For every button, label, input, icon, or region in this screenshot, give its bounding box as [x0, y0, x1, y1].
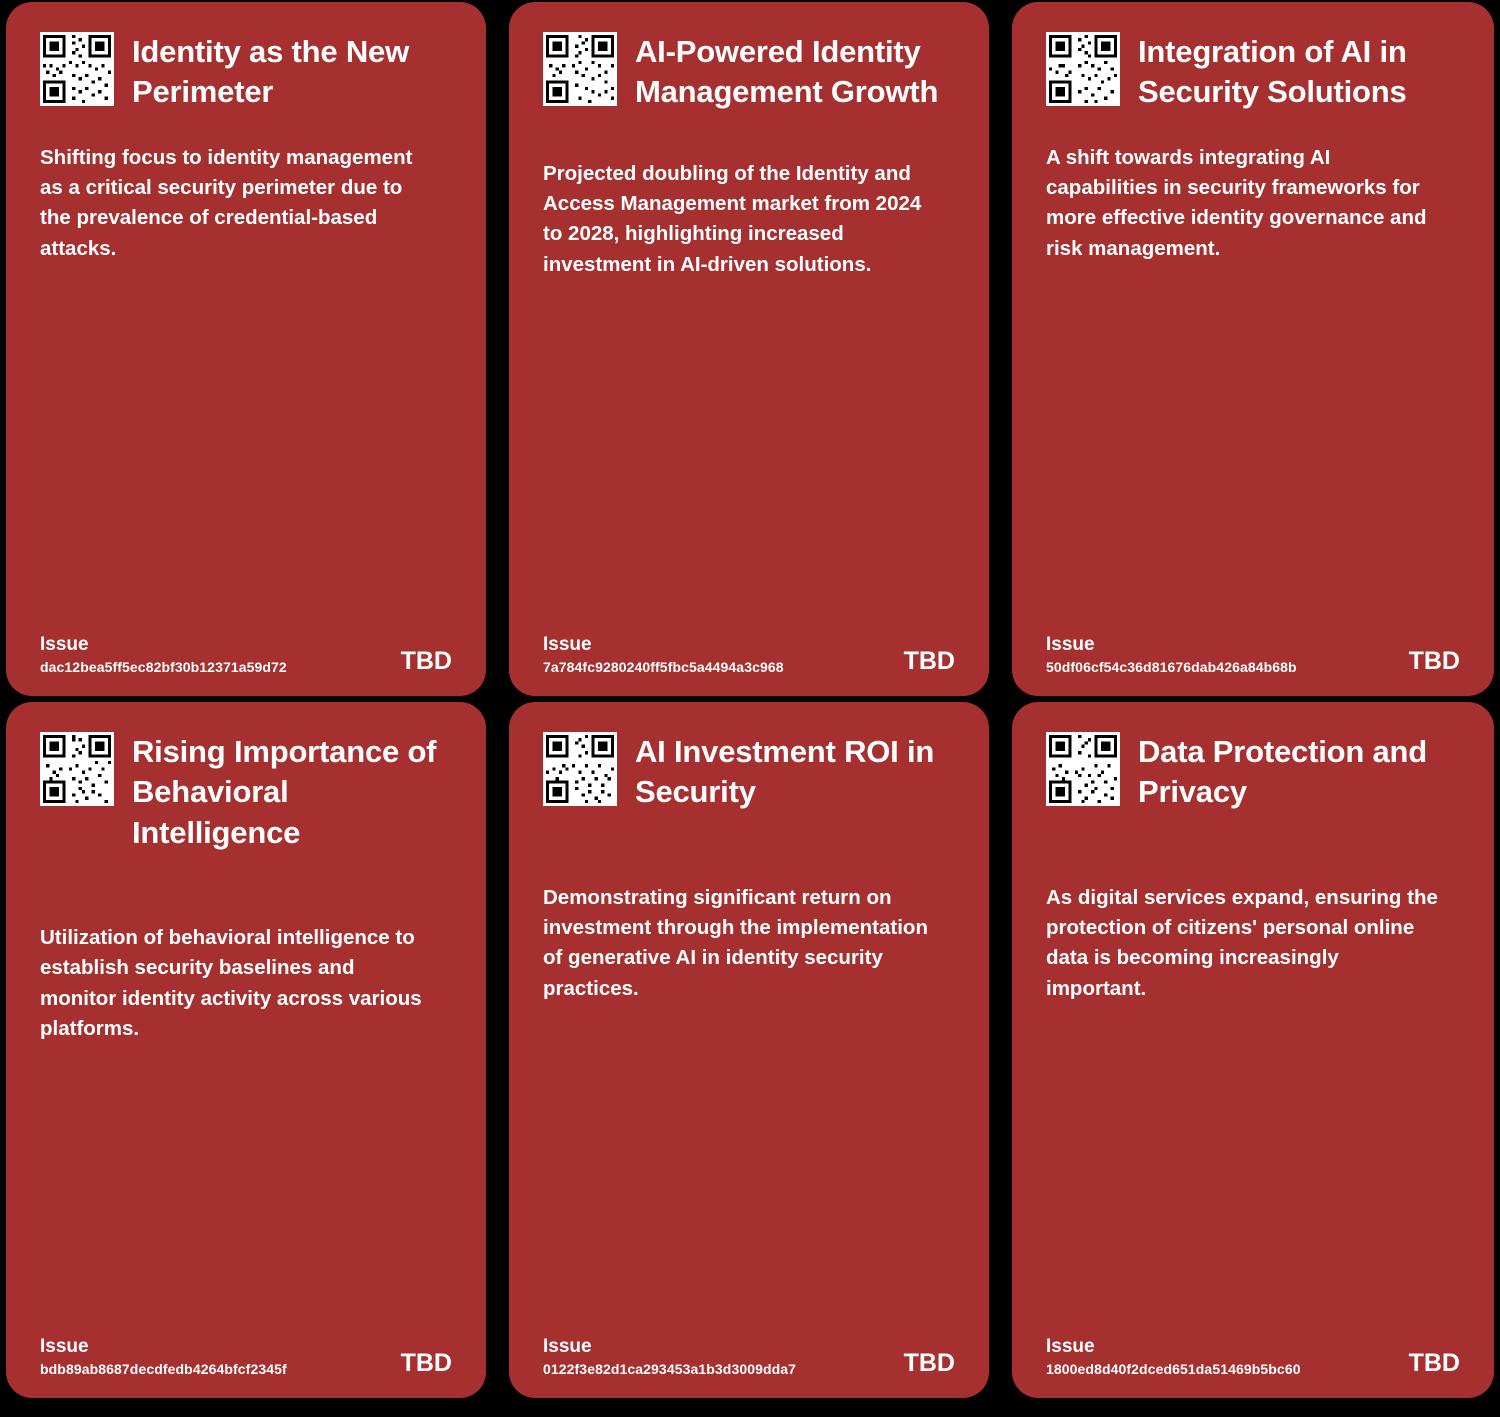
card-description: A shift towards integrating AI capabilities in security frameworks for more effective identity governance and risk management. — [1046, 145, 1427, 260]
card-title: Integration of AI in Security Solutions — [1138, 34, 1407, 110]
card-description: Demonstrating significant return on investment through the implementation of generative AI in identity security practices. — [543, 885, 928, 1000]
card-title: Data Protection and Privacy — [1138, 734, 1428, 810]
card-ai-powered-identity-management-growth[interactable] — [509, 2, 989, 696]
issue-id: 7a784fc9280240ff5fbc5a4494a3c968 — [543, 659, 784, 675]
card-header — [543, 32, 955, 113]
card-header — [40, 32, 452, 113]
card-footer — [543, 635, 955, 674]
issue-id: 50df06cf54c36d81676dab426a84b68b — [1046, 659, 1297, 675]
issue-id: 1800ed8d40f2dced651da51469b5bc60 — [1046, 1361, 1301, 1377]
card-footer — [1046, 1337, 1460, 1376]
issue-label: Issue — [40, 634, 89, 655]
issue-label: Issue — [543, 634, 592, 655]
card-footer — [40, 635, 452, 674]
status-badge: TBD — [1408, 647, 1460, 675]
card-title: Identity as the New Perimeter — [132, 34, 409, 110]
card-description: As digital services expand, ensuring the protection of citizens' personal online data is becoming increasingly important. — [1046, 885, 1438, 1000]
issue-id: bdb89ab8687decdfedb4264bfcf2345f — [40, 1361, 287, 1377]
qr-code-icon[interactable] — [543, 32, 617, 106]
qr-code-icon[interactable] — [543, 732, 617, 806]
issue-label: Issue — [1046, 1336, 1095, 1357]
card-description: Projected doubling of the Identity and Access Management market from 2024 to 2028, highlighting increased investment in AI-driven solutions. — [543, 161, 922, 276]
issue-label: Issue — [543, 1336, 592, 1357]
card-header — [1046, 32, 1460, 113]
card-description: Utilization of behavioral intelligence to establish security baselines and monitor identity activity across various platforms. — [40, 925, 422, 1040]
status-badge: TBD — [903, 1349, 955, 1377]
card-footer — [1046, 635, 1460, 674]
card-header — [543, 732, 955, 813]
card-integration-of-ai-in-security-solutions[interactable] — [1012, 2, 1494, 696]
qr-code-icon[interactable] — [1046, 32, 1120, 106]
qr-code-icon[interactable] — [40, 732, 114, 806]
issue-label: Issue — [40, 1336, 89, 1357]
card-title: AI-Powered Identity Management Growth — [635, 34, 939, 110]
card-title: Rising Importance of Behavioral Intelligence — [132, 734, 437, 850]
status-badge: TBD — [400, 1349, 452, 1377]
status-badge: TBD — [400, 647, 452, 675]
card-description: Shifting focus to identity management as a critical security perimeter due to the prevalence of credential-based attacks. — [40, 145, 413, 260]
qr-code-icon[interactable] — [1046, 732, 1120, 806]
card-footer — [543, 1337, 955, 1376]
card-ai-investment-roi-in-security[interactable] — [509, 702, 989, 1398]
card-rising-importance-of-behavioral-intelligence[interactable] — [6, 702, 486, 1398]
card-header — [40, 732, 452, 853]
issue-id: 0122f3e82d1ca293453a1b3d3009dda7 — [543, 1361, 797, 1377]
issue-id: dac12bea5ff5ec82bf30b12371a59d72 — [40, 659, 287, 675]
card-title: AI Investment ROI in Security — [635, 734, 935, 810]
card-data-protection-and-privacy[interactable] — [1012, 702, 1494, 1398]
card-identity-as-the-new-perimeter[interactable] — [6, 2, 486, 696]
status-badge: TBD — [903, 647, 955, 675]
card-header — [1046, 732, 1460, 813]
issue-label: Issue — [1046, 634, 1095, 655]
qr-code-icon[interactable] — [40, 32, 114, 106]
status-badge: TBD — [1408, 1349, 1460, 1377]
card-footer — [40, 1337, 452, 1376]
